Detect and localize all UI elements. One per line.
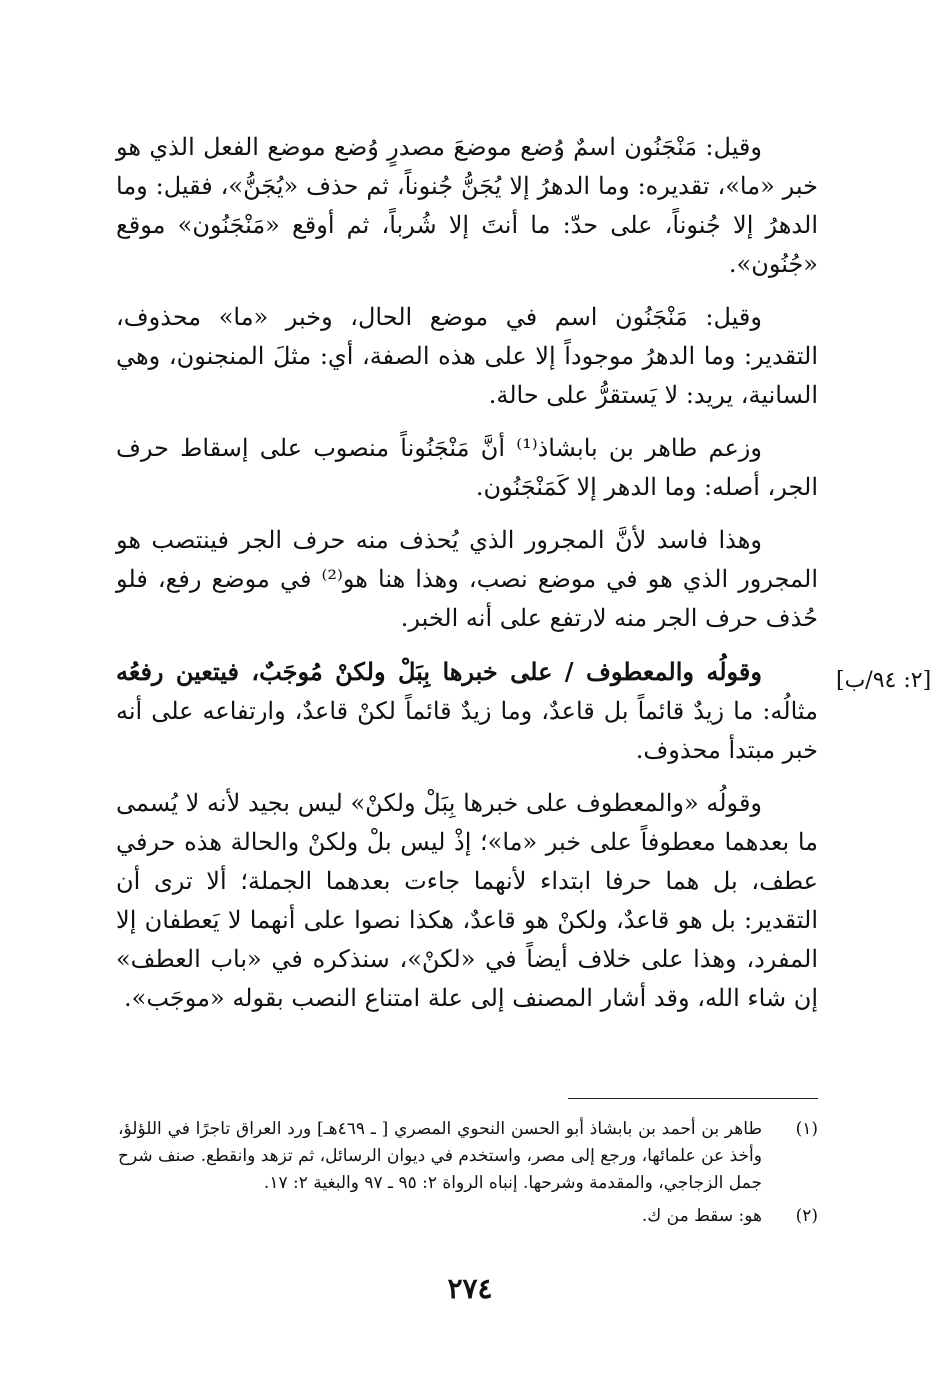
paragraph-5 [116,652,818,770]
paragraph-6: وقولُه «والمعطوف على خبرها بِبَلْ ولكنْ» ليس بجيد لأنه لا يُسمى ما بعدهما معطوفاً على خبر «ما»؛ إذْ ليس بلْ ولكنْ والحالة هذه حرفي عطف، بل هما حرفا ابتداء لأنهما جاءت بعدهما الجملة؛ ألا ترى أن التقدير: بل هو قاعدٌ، ولكنْ هو قاعدٌ، هكذا نصوا على أنهما لا يَعطفان إلا المفرد، وهذا على خلاف أيضاً في «لكنْ»، سنذكره في «باب العطف» إن شاء الله، وقد أشار المصنف إلى علة امتناع النصب بقوله «موجَب». [116,789,818,1012]
footnote-number: (٢) [795,1206,818,1226]
paragraph-3: وزعم طاهر بن بابشاذ⁽¹⁾ أنَّ مَنْجَنُوناً منصوب على إسقاط حرف الجر، أصله: وما الدهر إلا كَمَنْجَنُون. [116,434,818,501]
footnotes [118,1116,818,1236]
page-number: ٢٧٤ [447,1272,493,1305]
paragraph-5-body: مثالُه: ما زيدٌ قائماً بل قاعدٌ، وما زيدٌ قائماً لكنْ قاعدٌ، وارتفاعه على أنه خبر مبتدأ محذوف. [116,697,818,764]
main-text [116,128,818,1032]
paragraph-5-lead: وقولُه والمعطوف / على خبرها بِبَلْ ولكنْ مُوجَبٌ، فيتعين رفعُه [116,657,762,686]
paragraph-2: وقيل: مَنْجَنُون اسم في موضع الحال، وخبر «ما» محذوف، التقدير: وما الدهرُ موجوداً إلا على هذه الصفة، أي: مثلَ المنجنون، وهي السانية، يريد: لا يَستقرُّ على حالة. [116,303,818,409]
footnote-2 [118,1203,818,1230]
footnote-number: (١) [795,1119,818,1139]
footnote-separator [568,1098,818,1099]
footnote-1 [118,1116,818,1197]
paragraph-1: وقيل: مَنْجَنُون اسمٌ وُضع موضعَ مصدرٍ وُضع موضع الفعل الذي هو خبر «ما»، تقديره: وما الدهرُ إلا يُجَنُّ جُنوناً، ثم حذف «يُجَنُّ»، فقيل: وما الدهرُ إلا جُنوناً، على حدّ: ما أنتَ إلا شُرباً، ثم أوقع «مَنْجَنُون» موقع «جُنُون». [116,133,818,278]
paragraph-4: وهذا فاسد لأنَّ المجرور الذي يُحذف منه حرف الجر فينتصب هو المجرور الذي هو في موضع نصب، وهذا هنا هو⁽²⁾ في موضع رفع، فلو حُذف حرف الجر منه لارتفع على أنه الخبر. [116,526,818,632]
footnote-text: هو: سقط من ك. [641,1206,762,1226]
manuscript-folio-reference: [٢: ٩٤/ب] [836,668,932,693]
footnote-text: طاهر بن أحمد بن بابشاذ أبو الحسن النحوي المصري [ ـ ٤٦٩هـ] ورد العراق تاجرًا في اللؤلؤ، وأخذ عن علمائها، ورجع إلى مصر، واستخدم في ديوان الرسائل، ثم تزهد وانقطع. صنف شرح جمل الزجاجي، والمقدمة وشرحها. إنباه الرواة ٢: ٩٥ ـ ٩٧ والبغية ٢: ١٧. [118,1119,762,1193]
